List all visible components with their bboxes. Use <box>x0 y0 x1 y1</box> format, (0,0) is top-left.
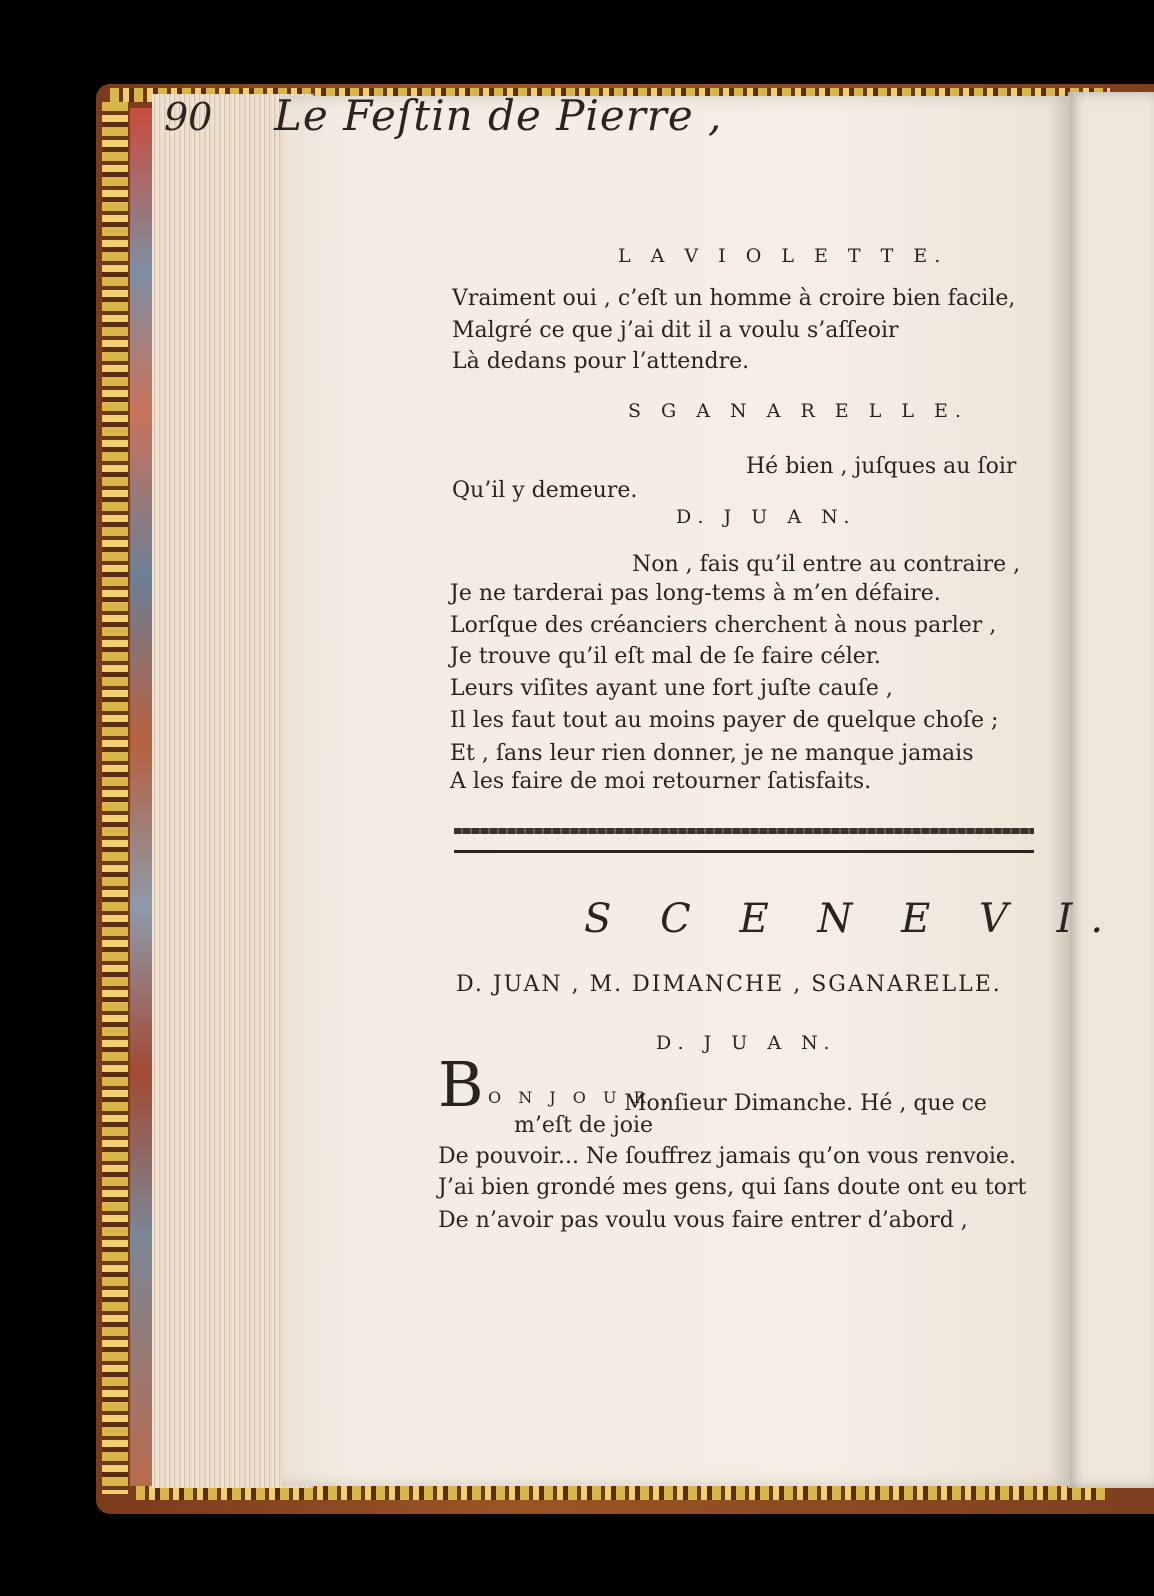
opening-word: O N J O U R , <box>488 1088 674 1107</box>
verse-line: De n’avoir pas voulu vous faire entrer d’abord , <box>438 1208 968 1233</box>
scene-title: S C E N E V I. <box>584 896 1122 942</box>
verse-line: Leurs viſites ayant une fort juſte cauſe , <box>450 676 893 701</box>
verse-line: Je ne tarderai pas long-tems à m’en défaire. <box>450 581 941 606</box>
speaker-d-juan: D. J U A N. <box>676 506 857 528</box>
verse-line: Malgré ce que j’ai dit il a voulu s’aſſeoir <box>452 318 899 343</box>
verse-line: J’ai bien grondé mes gens, qui ſans doute ont eu tort <box>438 1175 1027 1200</box>
divider-rule <box>454 850 1034 853</box>
verse-line: Hé bien , juſques au ſoir <box>746 454 1017 479</box>
running-title: Le Feſtin de Pierre , <box>274 91 723 140</box>
cast-list: D. JUAN , M. DIMANCHE , SGANARELLE. <box>456 972 1002 997</box>
verse-line: Et , ſans leur rien donner, je ne manque jamais <box>450 741 974 766</box>
verse-line: De pouvoir... Ne ſouffrez jamais qu’on vous renvoie. <box>438 1144 1016 1169</box>
verse-line: Qu’il y demeure. <box>452 478 638 503</box>
page-header <box>164 91 1114 140</box>
verse-line: Je trouve qu’il eſt mal de ſe faire céler. <box>450 644 881 669</box>
facing-page <box>1068 92 1154 1488</box>
verse-line: m’eſt de joie <box>514 1113 654 1138</box>
verse-line: A les faire de moi retourner ſatisfaits. <box>450 769 872 794</box>
ornamental-rule <box>454 828 1034 834</box>
verse-line: Non , fais qu’il entre au contraire , <box>632 552 1021 577</box>
verse-line: Vraiment oui , c’eſt un homme à croire bien facile, <box>452 286 1016 311</box>
speaker-d-juan: D. J U A N. <box>656 1032 837 1054</box>
drop-cap: B <box>438 1048 484 1121</box>
page-number: 90 <box>164 95 213 139</box>
speaker-la-violette: L A V I O L E T T E. <box>618 245 948 267</box>
verse-line: Il les faut tout au moins payer de quelque choſe ; <box>450 708 999 733</box>
speaker-sganarelle: S G A N A R E L L E. <box>628 400 968 422</box>
verse-line: Là dedans pour l’attendre. <box>452 349 750 374</box>
verse-line: Lorſque des créanciers cherchent à nous parler , <box>450 613 997 638</box>
verse-line: Monſieur Dimanche. Hé , que ce <box>624 1091 987 1116</box>
gilt-border-left <box>102 102 128 1494</box>
